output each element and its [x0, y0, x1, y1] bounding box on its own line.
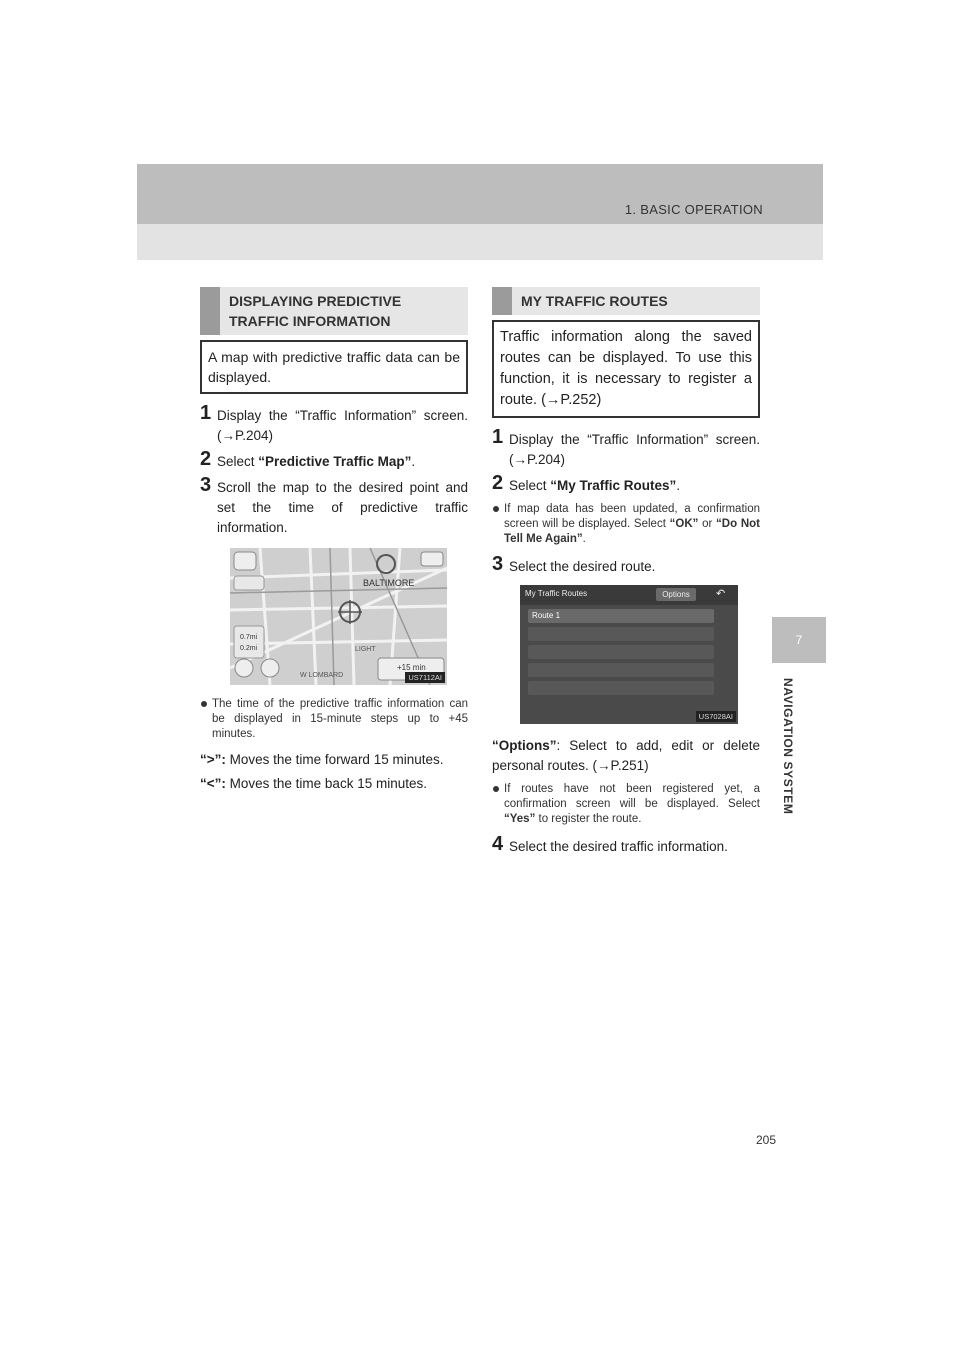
heading-line-2: TRAFFIC INFORMATION: [229, 313, 391, 329]
ok-label: “OK”: [669, 518, 699, 530]
back-key: “<”:: [200, 776, 226, 791]
map-distance-1: 0.7mi: [240, 634, 258, 641]
map-street-label-2: LIGHT: [355, 646, 376, 653]
left-column: [200, 287, 468, 794]
right-column: [492, 287, 760, 857]
header-band: [137, 164, 823, 224]
step-2: [492, 472, 760, 496]
step-text: Select the desired traffic information.: [509, 839, 728, 854]
screen-title: My Traffic Routes: [525, 589, 588, 598]
options-button: Options: [656, 588, 696, 601]
intro-box: A map with predictive traffic data can be displayed.: [200, 340, 468, 394]
forward-desc: [200, 750, 468, 770]
dont-tell-label: “Do Not Tell Me Again”: [504, 518, 761, 545]
step-2: [200, 448, 468, 472]
step-4: [492, 833, 760, 857]
step-number: 2: [200, 448, 212, 470]
forward-text: Moves the time forward 15 minutes.: [225, 752, 444, 767]
step-text: Scroll the map to the desired point and set the time of predictive traffic information.: [217, 480, 468, 535]
map-time-label: +15 min: [397, 663, 426, 672]
step-1: [200, 402, 468, 446]
my-traffic-routes-screenshot: [520, 585, 738, 724]
back-text: Moves the time back 15 minutes.: [225, 776, 427, 791]
options-text: : Select to add, edit or delete personal routes. (→P.251): [492, 738, 760, 773]
bullet-text: If routes have not been registered yet, a confirmation screen will be displayed. Select: [504, 783, 760, 810]
map-distance-2: 0.2mi: [240, 645, 258, 652]
yes-label: “Yes”: [504, 813, 536, 825]
bullet-text-or: or: [698, 518, 717, 530]
step-text: Select: [217, 454, 259, 469]
step-number: 1: [200, 402, 212, 424]
bullet-time-steps: The time of the predictive traffic information can be displayed in 15-minute steps up to +45 minutes.: [200, 697, 468, 742]
map-city-label: BALTIMORE: [363, 578, 415, 588]
routes-intro-box: Traffic information along the saved routes can be displayed. To use this function, it is necessary to register a route. (→P.252): [492, 320, 760, 418]
step-text-end: .: [411, 454, 416, 469]
bullet-not-registered: [492, 782, 760, 827]
image-code: US7028AI: [696, 711, 736, 722]
image-code: US7112AI: [405, 672, 445, 683]
step-text: Display the “Traffic Information” screen. (→P.204): [217, 408, 468, 443]
map-street-label: W LOMBARD: [300, 672, 344, 679]
step-number: 3: [200, 474, 212, 496]
page-number: 205: [755, 1133, 776, 1147]
options-key: “Options”: [492, 738, 557, 753]
chapter-side-label: NAVIGATION SYSTEM: [781, 678, 795, 815]
step-3: [492, 553, 760, 577]
chapter-title: 1. BASIC OPERATION: [624, 202, 763, 217]
options-desc: [492, 736, 760, 776]
bullet-text: If map data has been updated, a confirmation screen will be displayed. Select: [504, 503, 760, 530]
chapter-tab: 7: [772, 617, 826, 663]
section-heading-predictive: [200, 287, 468, 335]
section-heading-routes: MY TRAFFIC ROUTES: [492, 287, 760, 315]
step-emphasis: “Predictive Traffic Map”: [258, 454, 412, 469]
bullet-text-end: to register the route.: [535, 813, 642, 825]
header-subband: [137, 224, 823, 260]
step-text: Select: [509, 478, 551, 493]
step-number: 1: [492, 426, 504, 448]
bullet-text-end: .: [582, 533, 586, 545]
step-text: Select the desired route.: [509, 559, 656, 574]
route-1-item: Route 1: [532, 611, 561, 620]
step-number: 3: [492, 553, 504, 575]
step-3: [200, 474, 468, 538]
step-number: 4: [492, 833, 504, 855]
predictive-map-screenshot: [230, 548, 447, 685]
step-text-end: .: [676, 478, 681, 493]
back-desc: [200, 774, 468, 794]
forward-key: “>”:: [200, 752, 226, 767]
step-text: Display the “Traffic Information” screen. (→P.204): [509, 432, 760, 467]
back-icon: ↶: [716, 588, 726, 600]
step-number: 2: [492, 472, 504, 494]
step-1: [492, 426, 760, 470]
bullet-map-update: [492, 502, 760, 547]
step-emphasis: “My Traffic Routes”: [550, 478, 677, 493]
heading-line-1: DISPLAYING PREDICTIVE: [229, 293, 402, 309]
